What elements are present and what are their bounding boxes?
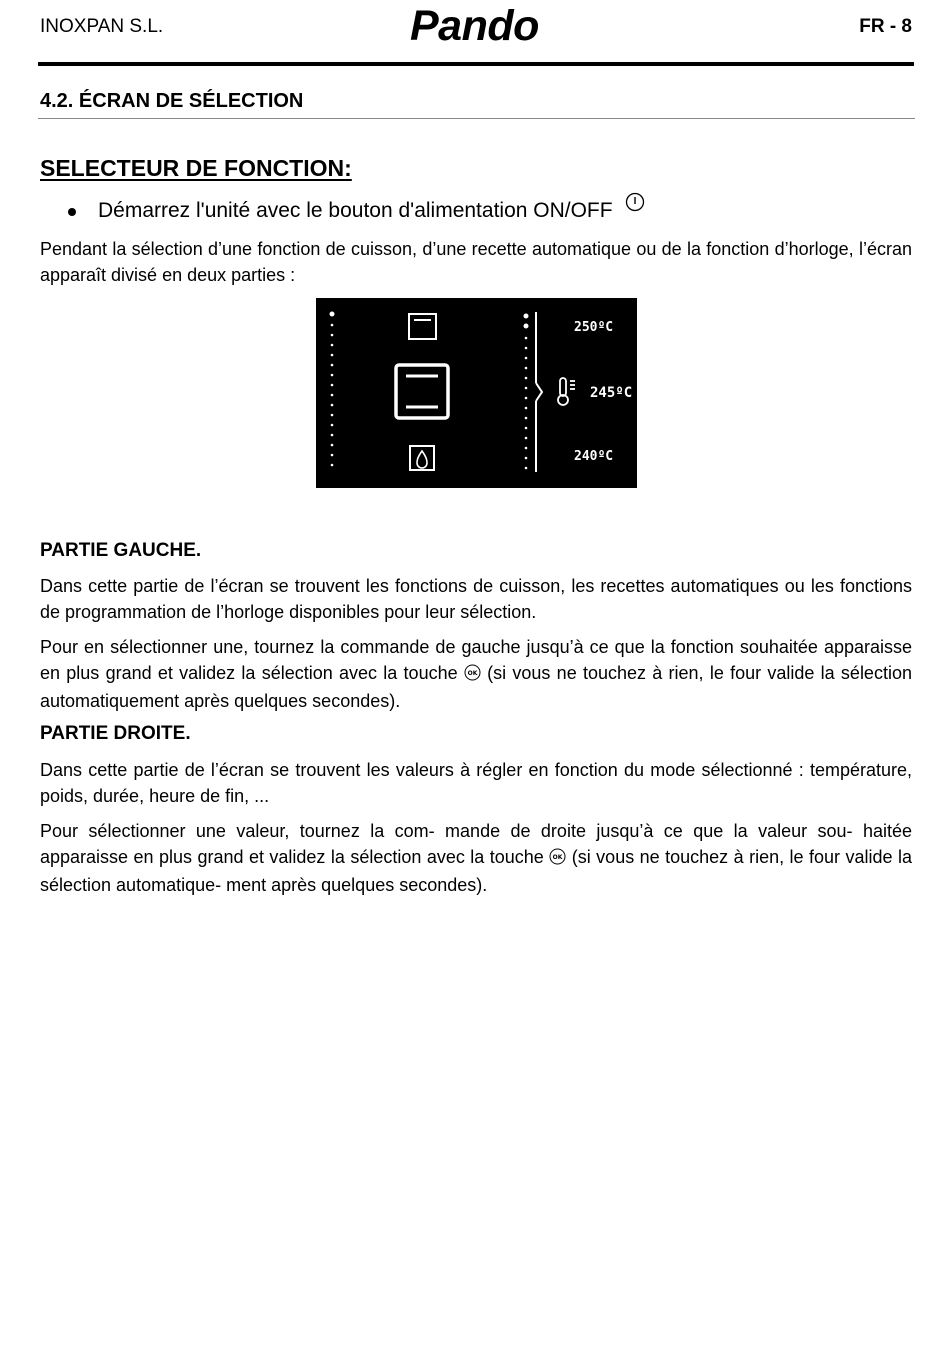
left-part-text-b: (si vous ne touchez à rien, le four valide la sélection automatiquement après quelques secondes). [40,663,912,711]
ok-button-icon [549,846,566,872]
power-on-text: Démarrez l'unité avec le bouton d'alimentation ON/OFF [98,199,613,222]
selector-title: SELECTEUR DE FONCTION: [40,155,352,181]
right-part-paragraph-2 [40,818,912,898]
right-part-heading: PARTIE DROITE. [40,723,191,744]
oven-display-illustration [316,298,637,488]
power-on-bullet [68,198,645,224]
page-number: FR - 8 [859,16,912,37]
company-name: INOXPAN S.L. [40,16,164,37]
section-title: 4.2. ÉCRAN DE SÉLECTION [40,90,304,112]
temp-value-upper: 250ºC [574,320,614,335]
svg-text:OK: OK [467,670,478,677]
left-part-paragraph-2 [40,634,912,714]
thermometer-icon [558,378,575,405]
ok-button-icon [464,662,481,688]
right-scroll-indicator [524,314,529,470]
header-divider [38,62,914,66]
left-scroll-indicator [330,312,335,467]
right-part-paragraph-1: Dans cette partie de l’écran se trouvent les valeurs à régler en fonction du mode sélectionné : température, poids, durée, heure de fin, ... [40,760,912,806]
section-divider [38,118,915,119]
steam-drop-icon [410,446,434,470]
left-part-paragraph-1: Dans cette partie de l’écran se trouvent les fonctions de cuisson, les recettes automatiques ou les fonctions de programmation de l’horloge disponibles pour leur sélection. [40,576,912,622]
right-part-text-a: Pour sélectionner une valeur, tournez la com- mande de droite jusqu’à ce que la valeur sou- haitée apparaisse en plus grand et validez la sélection avec la touche [40,821,912,867]
oven-top-icon [409,314,436,339]
right-part-text-b: (si vous ne touchez à rien, le four valide la sélection automatique- ment après quelques secondes). [40,847,912,895]
left-part-text-a: Pour en sélectionner une, tournez la commande de gauche jusqu’à ce que la fonction souhaitée apparaisse en plus grand et validez la sélection avec la touche [40,637,912,683]
page-header [40,0,912,66]
brand-logo: Pando [410,2,539,50]
left-part-heading: PARTIE GAUCHE. [40,540,202,561]
intro-paragraph: Pendant la sélection d’une fonction de cuisson, d’une recette automatique ou de la fonction d’horloge, l’écran apparaît divisé en deux parties : [40,239,912,285]
value-separator [536,312,542,472]
oven-full-icon [396,365,448,418]
temp-value-selected: 245ºC [590,385,633,401]
svg-text:OK: OK [552,854,563,861]
power-button-icon [625,192,645,218]
temp-value-lower: 240ºC [574,449,614,464]
bullet-icon [68,208,76,216]
